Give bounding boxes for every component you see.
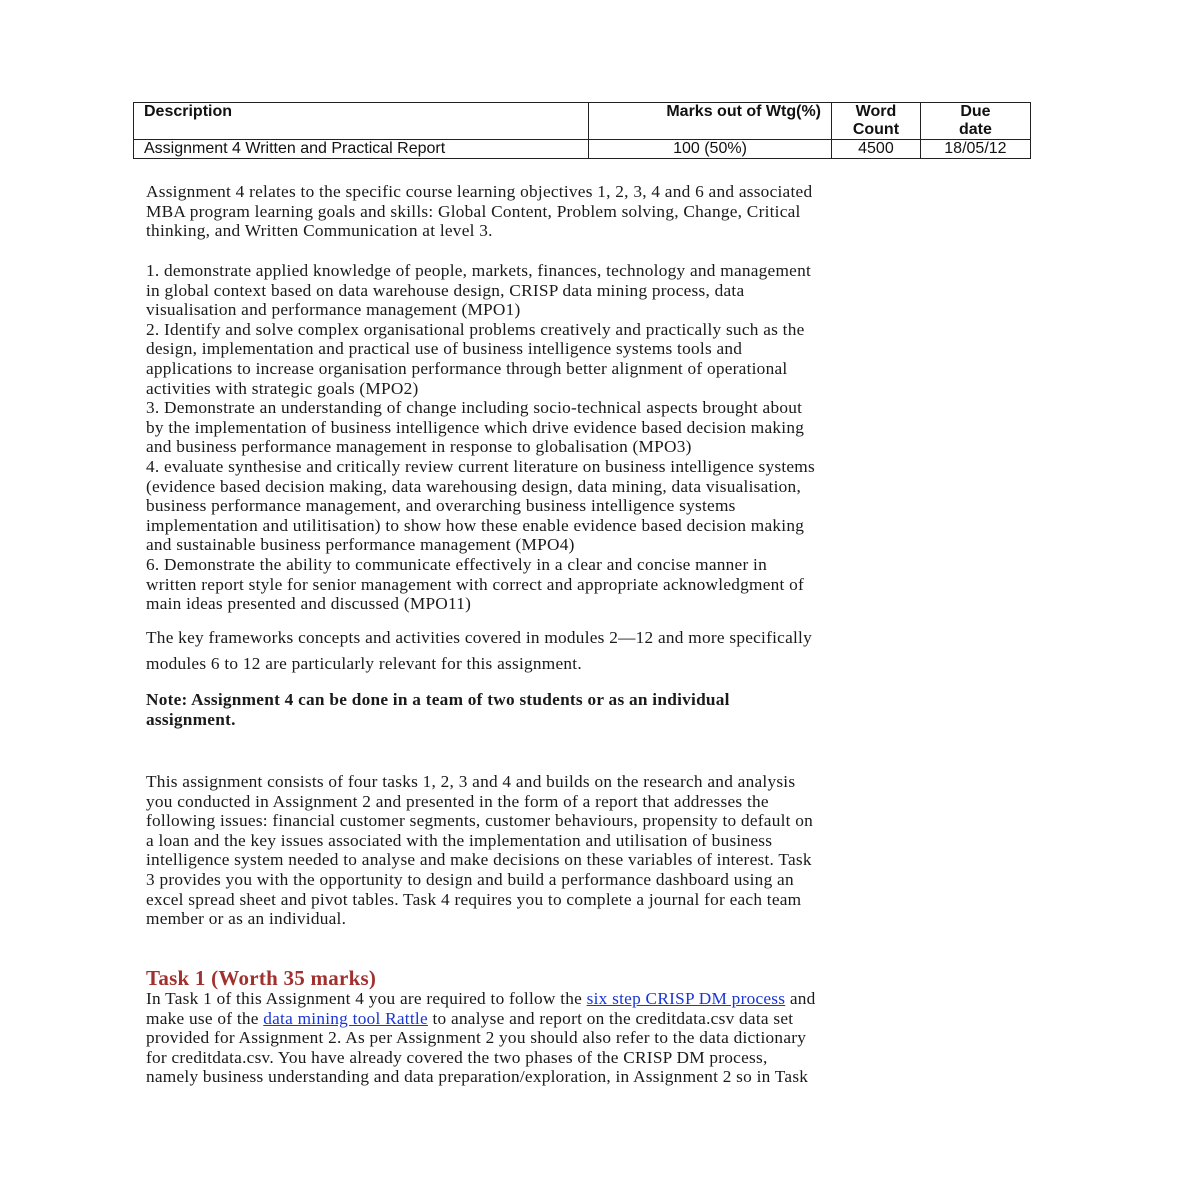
header-marks: Marks out of Wtg(%) [589, 103, 832, 140]
frameworks-line-1: The key frameworks concepts and activities covered in modules 2—12 and more specifically [146, 628, 812, 647]
objective-line: in global context based on data warehouse design, CRISP data mining process, data [146, 280, 745, 300]
intro-line-3: thinking, and Written Communication at level 3. [146, 221, 493, 241]
overview-line: following issues: financial customer segments, customer behaviours, propensity to default on [146, 811, 814, 831]
header-word-count-line2: Count [852, 121, 900, 138]
table-row [134, 140, 1031, 159]
overview-line: a loan and the key issues associated with the implementation and utilisation of business [146, 830, 773, 850]
objective-line: 2. Identify and solve complex organisational problems creatively and practically such as the [146, 319, 805, 339]
task1-line-4: for creditdata.csv. You have already covered the two phases of the CRISP DM process, [146, 1047, 768, 1067]
learning-objectives [146, 261, 1051, 614]
overview-line: 3 provides you with the opportunity to design and build a performance dashboard using an [146, 869, 794, 889]
objective-line: visualisation and performance management (MPO1) [146, 300, 521, 320]
intro-line-1: Assignment 4 relates to the specific course learning objectives 1, 2, 3, 4 and 6 and associated [146, 182, 813, 201]
objective-line: design, implementation and practical use of business intelligence systems tools and [146, 339, 743, 359]
task1-line-3: provided for Assignment 2. As per Assignment 2 you should also refer to the data dictionary [146, 1028, 807, 1048]
objective-line: applications to increase organisation performance through better alignment of operational [146, 358, 788, 378]
frameworks-paragraph [146, 625, 1051, 677]
overview-line: member or as an individual. [146, 909, 347, 929]
overview-line: This assignment consists of four tasks 1, 2, 3 and 4 and builds on the research and analysis [146, 772, 796, 791]
task1-heading: Task 1 (Worth 35 marks) [146, 966, 377, 990]
header-word-count [832, 103, 921, 140]
cell-marks: 100 (50%) [589, 140, 832, 159]
overview-line: you conducted in Assignment 2 and presented in the form of a report that addresses the [146, 791, 769, 811]
task1-line-1-post: and [785, 989, 816, 1008]
intro-line-2: MBA program learning goals and skills: Global Content, Problem solving, Change, Critical [146, 201, 801, 221]
overview-line: excel spread sheet and pivot tables. Task 4 requires you to complete a journal for each team [146, 889, 802, 909]
objective-line: 1. demonstrate applied knowledge of people, markets, finances, technology and management [146, 261, 812, 280]
header-word-count-line1: Word [855, 103, 897, 120]
task1-line-1 [146, 989, 1051, 1009]
note-line-1: Note: Assignment 4 can be done in a team of two students or as an individual [146, 690, 730, 709]
objective-line: implementation and utilitisation) to show how these enable evidence based decision making [146, 515, 805, 535]
cell-due-date: 18/05/12 [920, 140, 1030, 159]
frameworks-line-2: modules 6 to 12 are particularly relevant for this assignment. [146, 654, 582, 673]
objective-line: 4. evaluate synthesise and critically review current literature on business intelligence systems [146, 456, 815, 476]
cell-word-count: 4500 [832, 140, 921, 159]
task1-line-2-post: to analyse and report on the creditdata.csv data set [427, 1008, 794, 1028]
overview-paragraph [146, 772, 1051, 929]
crisp-dm-process-link[interactable]: six step CRISP DM process [586, 989, 786, 1008]
objective-line: written report style for senior management with correct and appropriate acknowledgment of [146, 574, 805, 594]
rattle-tool-link[interactable]: data mining tool Rattle [263, 1008, 428, 1028]
table-header-row [134, 103, 1031, 140]
objective-line: and sustainable business performance management (MPO4) [146, 535, 575, 555]
team-note [146, 690, 1051, 729]
objective-line: 6. Demonstrate the ability to communicate effectively in a clear and concise manner in [146, 554, 767, 574]
objective-line: 3. Demonstrate an understanding of change including socio-technical aspects brought about [146, 398, 803, 418]
header-due-line2: date [958, 121, 992, 138]
header-description: Description [134, 103, 589, 140]
header-due-line1: Due [960, 103, 991, 120]
task1-line-5: namely business understanding and data preparation/exploration, in Assignment 2 so in Task [146, 1067, 809, 1087]
task1-line-2-pre: make use of the [146, 1008, 264, 1028]
cell-description: Assignment 4 Written and Practical Report [134, 140, 589, 159]
note-line-2: assignment. [146, 709, 236, 729]
objective-line: main ideas presented and discussed (MPO11) [146, 594, 472, 614]
objective-line: by the implementation of business intelligence which drive evidence based decision making [146, 417, 805, 437]
objective-line: (evidence based decision making, data warehousing design, data mining, data visualisation, [146, 476, 802, 496]
assignment-info-table [133, 102, 1031, 159]
intro-paragraph [146, 182, 1051, 241]
overview-line: intelligence system needed to analyse and make decisions on these variables of interest. Task [146, 850, 812, 870]
objective-line: business performance management, and overarching business intelligence systems [146, 496, 736, 516]
task1-line-1-pre: In Task 1 of this Assignment 4 you are required to follow the [146, 989, 587, 1008]
objective-line: activities with strategic goals (MPO2) [146, 378, 419, 398]
task1-section [146, 967, 1051, 1087]
header-due-date [920, 103, 1030, 140]
objective-line: and business performance management in response to globalisation (MPO3) [146, 437, 692, 457]
task1-line-2 [146, 1009, 1051, 1029]
